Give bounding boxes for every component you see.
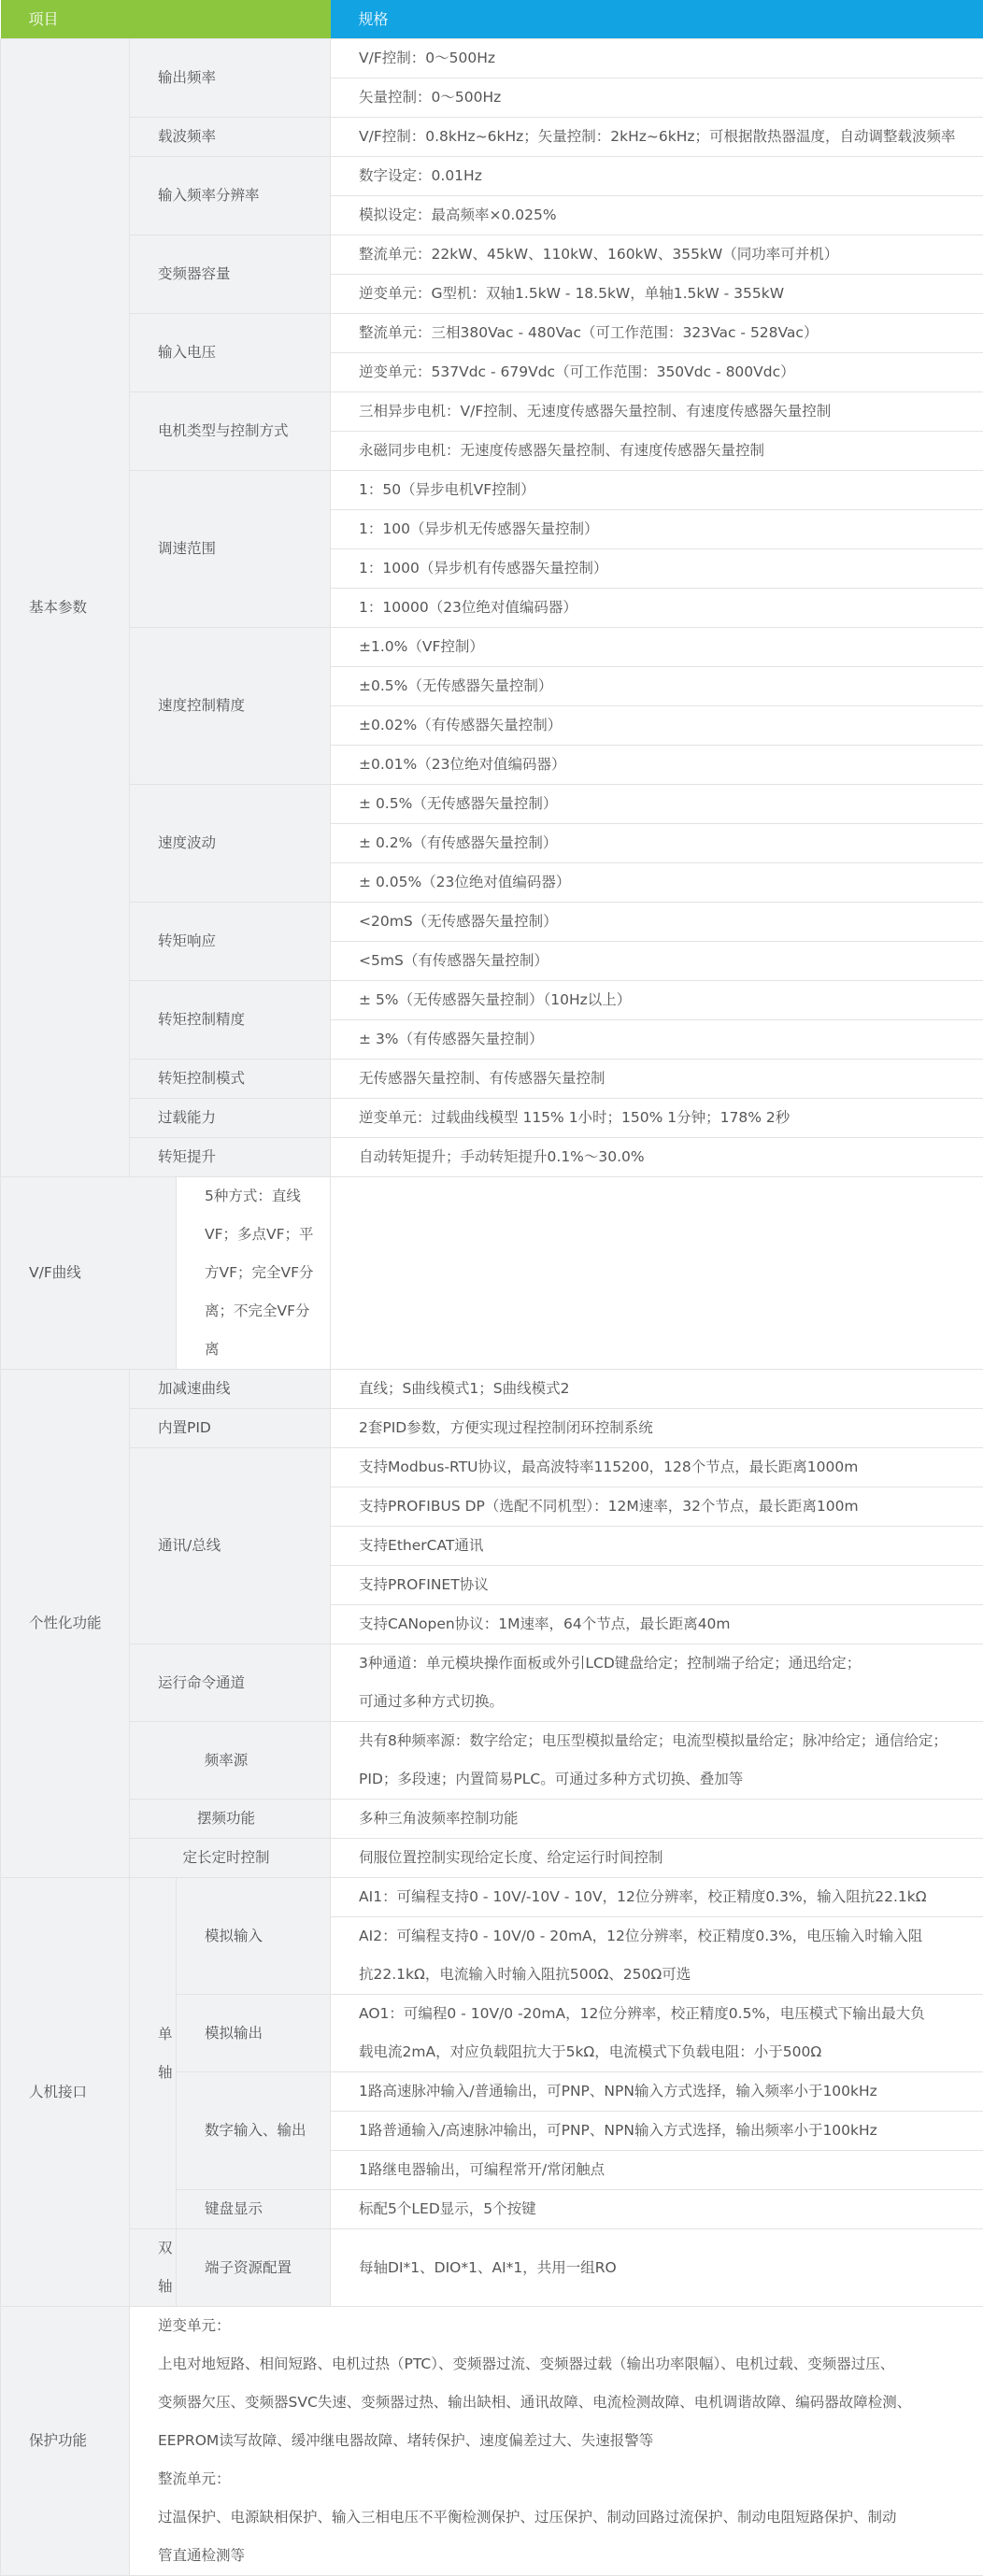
- row-value: 标配5个LED显示，5个按键: [331, 2190, 983, 2229]
- row-value-line: AI2：可编程支持0 - 10V/0 - 20mA，12位分辨率，校正精度0.3%，电压输入时输入阻: [331, 1917, 983, 1957]
- row-value: ± 0.5%（无传感器矢量控制）: [331, 785, 983, 824]
- row-value: 多种三角波频率控制功能: [331, 1800, 983, 1839]
- row-value: 1：100（异步机无传感器矢量控制）: [331, 510, 983, 549]
- category-basic: 基本参数: [1, 39, 130, 1177]
- protection-line: EEPROM读写故障、缓冲继电器故障、堵转保护、速度偏差过大、失速报警等: [158, 2422, 976, 2460]
- row-value: 支持PROFIBUS DP（选配不同机型）：12M速率，32个节点，最长距离100m: [331, 1487, 983, 1527]
- row-value: 1：50（异步电机VF控制）: [331, 471, 983, 510]
- row-value: 支持CANopen协议：1M速率，64个节点，最长距离40m: [331, 1605, 983, 1644]
- row-value: ±1.0%（VF控制）: [331, 628, 983, 667]
- row-name: 频率源: [130, 1722, 331, 1800]
- row-value: ± 0.05%（23位绝对值编码器）: [331, 863, 983, 903]
- header-item: 项目: [1, 0, 331, 39]
- row-name: 运行命令通道: [130, 1644, 331, 1722]
- protection-line: 上电对地短路、相间短路、电机过热（PTC）、变频器过流、变频器过载（输出功率限幅）、电机过载、变频器过压、: [158, 2345, 976, 2384]
- row-value: 三相异步电机：V/F控制、无速度传感器矢量控制、有速度传感器矢量控制: [331, 392, 983, 432]
- row-value: 支持Modbus-RTU协议，最高波特率115200，128个节点，最长距离1000m: [331, 1448, 983, 1487]
- row-name: 模拟输出: [177, 1995, 331, 2072]
- protection-line: 逆变单元：: [158, 2307, 976, 2345]
- row-value: 1路普通输入/高速脉冲输出，可PNP、NPN输入方式选择，输出频率小于100kHz: [331, 2112, 983, 2151]
- row-name: 速度波动: [130, 785, 331, 903]
- row-value: 1路继电器输出，可编程常开/常闭触点: [331, 2151, 983, 2190]
- row-value: 伺服位置控制实现给定长度、给定运行时间控制: [331, 1839, 983, 1878]
- row-name: 通讯/总线: [130, 1448, 331, 1644]
- row-value-line: 可通过多种方式切换。: [331, 1683, 983, 1722]
- row-value: V/F控制：0.8kHz~6kHz；矢量控制：2kHz~6kHz；可根据散热器温度，自动调整载波频率: [331, 118, 983, 157]
- row-name: 过载能力: [130, 1099, 331, 1138]
- table-header: [1, 0, 983, 39]
- row-name: 调速范围: [130, 471, 331, 628]
- category-protection: 保护功能: [1, 2307, 130, 2576]
- row-name: 转矩提升: [130, 1138, 331, 1177]
- row-value: <20mS（无传感器矢量控制）: [331, 903, 983, 942]
- row-value: ±0.01%（23位绝对值编码器）: [331, 746, 983, 785]
- row-value: 支持PROFINET协议: [331, 1566, 983, 1605]
- row-name: 变频器容量: [130, 235, 331, 314]
- protection-line: 过温保护、电源缺相保护、输入三相电压不平衡检测保护、过压保护、制动回路过流保护、制动电阻短路保护、制动: [158, 2498, 976, 2537]
- row-value: ±0.5%（无传感器矢量控制）: [331, 667, 983, 706]
- row-name: 转矩控制精度: [130, 981, 331, 1060]
- row-value: 1路高速脉冲输入/普通输出，可PNP、NPN输入方式选择，输入频率小于100kHz: [331, 2072, 983, 2112]
- row-name: 键盘显示: [177, 2190, 331, 2229]
- spec-table-body: [1, 39, 983, 2576]
- row-value: 永磁同步电机：无速度传感器矢量控制、有速度传感器矢量控制: [331, 432, 983, 471]
- row-value: <5mS（有传感器矢量控制）: [331, 942, 983, 981]
- row-value: 2套PID参数，方便实现过程控制闭环控制系统: [331, 1409, 983, 1448]
- row-value: 整流单元：22kW、45kW、110kW、160kW、355kW（同功率可并机）: [331, 235, 983, 275]
- row-value: 1：1000（异步机有传感器矢量控制）: [331, 549, 983, 589]
- row-value-line: PID；多段速；内置简易PLC。可通过多种方式切换、叠加等: [331, 1760, 983, 1800]
- row-value-line: AO1：可编程0 - 10V/0 -20mA，12位分辨率，校正精度0.5%，电压模式下输出最大负: [331, 1995, 983, 2034]
- protection-line: 整流单元：: [158, 2460, 976, 2498]
- protection-line: 管直通检测等: [158, 2537, 976, 2575]
- row-value: 矢量控制：0～500Hz: [331, 78, 983, 118]
- row-value: 1：10000（23位绝对值编码器）: [331, 589, 983, 628]
- row-value: 数字设定：0.01Hz: [331, 157, 983, 196]
- row-name: 定长定时控制: [130, 1839, 331, 1878]
- row-value: ± 3%（有传感器矢量控制）: [331, 1020, 983, 1060]
- row-name: 端子资源配置: [177, 2229, 331, 2307]
- header-spec: 规格: [331, 0, 983, 39]
- row-name: 输出频率: [130, 39, 331, 118]
- row-value: 逆变单元：过载曲线模型 115% 1小时；150% 1分钟；178% 2秒: [331, 1099, 983, 1138]
- row-value: 5种方式：直线VF；多点VF；平方VF；完全VF分离；不完全VF分离: [177, 1177, 331, 1370]
- category-hmi: 人机接口: [1, 1878, 130, 2307]
- row-value: ± 5%（无传感器矢量控制）（10Hz以上）: [331, 981, 983, 1020]
- row-value: ±0.02%（有传感器矢量控制）: [331, 706, 983, 746]
- row-name: 数字输入、输出: [177, 2072, 331, 2190]
- row-name: 加减速曲线: [130, 1370, 331, 1409]
- row-name: 内置PID: [130, 1409, 331, 1448]
- row-value: 每轴DI*1、DIO*1、AI*1，共用一组RO: [331, 2229, 983, 2307]
- row-name: V/F曲线: [1, 1177, 177, 1370]
- row-value: 逆变单元：537Vdc - 679Vdc（可工作范围：350Vdc - 800Vdc）: [331, 353, 983, 392]
- row-name: 模拟输入: [177, 1878, 331, 1995]
- row-value: 无传感器矢量控制、有传感器矢量控制: [331, 1060, 983, 1099]
- row-value: 整流单元：三相380Vac - 480Vac（可工作范围：323Vac - 528Vac）: [331, 314, 983, 353]
- row-name: 输入电压: [130, 314, 331, 392]
- row-value-line: 共有8种频率源：数字给定；电压型模拟量给定；电流型模拟量给定；脉冲给定；通信给定；: [331, 1722, 983, 1761]
- row-name: 转矩控制模式: [130, 1060, 331, 1099]
- single-axis-label: 单轴: [130, 1878, 177, 2229]
- row-value: AI1：可编程支持0 - 10V/-10V - 10V，12位分辨率，校正精度0.3%，输入阻抗22.1kΩ: [331, 1878, 983, 1917]
- row-name: 输入频率分辨率: [130, 157, 331, 235]
- row-name: 摆频功能: [130, 1800, 331, 1839]
- row-name: 转矩响应: [130, 903, 331, 981]
- row-value: 直线；S曲线模式1；S曲线模式2: [331, 1370, 983, 1409]
- row-value: 逆变单元：G型机：双轴1.5kW - 18.5kW，单轴1.5kW - 355kW: [331, 275, 983, 314]
- protection-text: [130, 2307, 983, 2576]
- row-name: 载波频率: [130, 118, 331, 157]
- row-value: V/F控制：0～500Hz: [331, 39, 983, 78]
- row-name: 电机类型与控制方式: [130, 392, 331, 471]
- row-value: 自动转矩提升；手动转矩提升0.1%～30.0%: [331, 1138, 983, 1177]
- row-value: 模拟设定：最高频率×0.025%: [331, 196, 983, 235]
- row-value-line: 3种通道：单元模块操作面板或外引LCD键盘给定；控制端子给定；通迅给定；: [331, 1644, 983, 1684]
- protection-line: 变频器欠压、变频器SVC失速、变频器过热、输出缺相、通讯故障、电流检测故障、电机调谐故障、编码器故障检测、: [158, 2384, 976, 2422]
- row-value: ± 0.2%（有传感器矢量控制）: [331, 824, 983, 863]
- row-value-line: 抗22.1kΩ，电流输入时输入阻抗500Ω、250Ω可选: [331, 1956, 983, 1995]
- row-value-line: 载电流2mA，对应负载阻抗大于5kΩ，电流模式下负载电阻：小于500Ω: [331, 2033, 983, 2072]
- row-value: 支持EtherCAT通讯: [331, 1527, 983, 1566]
- dual-axis-label: 双轴: [130, 2229, 177, 2307]
- row-name: 速度控制精度: [130, 628, 331, 785]
- category-custom: 个性化功能: [1, 1370, 130, 1878]
